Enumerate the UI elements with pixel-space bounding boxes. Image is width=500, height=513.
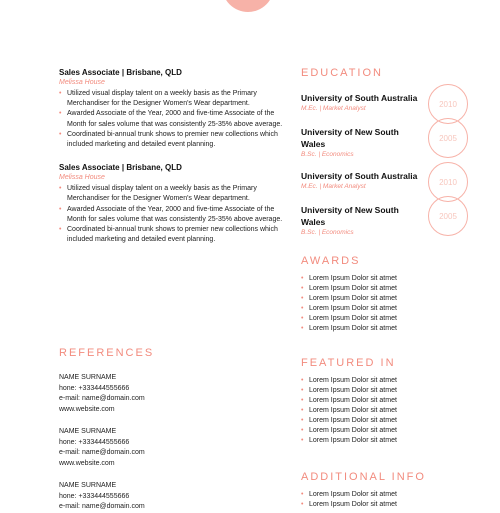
education-degree: B.Sc. | Economics [301,151,354,158]
list-item: • Lorem Ipsum Dolor sit atmet [301,436,491,446]
education-year-badge: 2010 [428,84,468,124]
references-list [59,361,284,513]
job-bullet: • Awarded Associate of the Year, 2000 and five-time Associate of the Month for sales volume that was consistently 25-35% above average. [59,109,284,129]
education-year-badge: 2005 [428,118,468,158]
reference-phone: hone: +333444555666 [59,492,130,500]
job-bullet: • Coordinated bi-annual trunk shows to premier new collections which included marketing and detailed event planning. [59,225,284,245]
job-entry [59,67,284,150]
job-bullet: • Utilized visual display talent on a weekly basis as the Primary Merchandiser for the Designer Women's Wear department. [59,184,284,204]
education-degree: M.Ec. | Market Analyst [301,183,366,190]
reference-name: NAME SURNAME [59,428,117,435]
reference-entry [59,481,284,513]
education-entry [301,170,491,204]
reference-email: e-mail: name@domain.com [59,395,145,402]
job-bullets [59,184,284,245]
reference-website: www.website.com [59,459,115,467]
reference-name: NAME SURNAME [59,374,117,381]
list-item: • Lorem Ipsum Dolor sit atmet [301,406,491,416]
additional-heading: ADDITIONAL INFO [301,471,426,483]
reference-name: NAME SURNAME [59,482,117,489]
decorative-circle [222,0,274,12]
list-item: • Lorem Ipsum Dolor sit atmet [301,426,491,436]
reference-entry [59,373,284,415]
featured-section [301,356,491,446]
job-company: Melissa House [59,174,105,182]
reference-website: www.website.com [59,405,115,413]
list-item: • Lorem Ipsum Dolor sit atmet [301,314,491,324]
sidebar-column [301,66,491,510]
list-item: • Lorem Ipsum Dolor sit atmet [301,324,491,334]
job-bullet: • Utilized visual display talent on a weekly basis as the Primary Merchandiser for the Designer Women's Wear department. [59,89,284,109]
education-list [301,92,491,248]
list-item: • Lorem Ipsum Dolor sit atmet [301,304,491,314]
reference-email: e-mail: name@domain.com [59,449,145,456]
education-year-badge: 2005 [428,196,468,236]
list-item: • Lorem Ipsum Dolor sit atmet [301,386,491,396]
job-title: Sales Associate | Brisbane, QLD [59,163,182,173]
job-title: Sales Associate | Brisbane, QLD [59,68,182,77]
job-bullet: • Coordinated bi-annual trunk shows to premier new collections which included marketing and detailed event planning. [59,130,284,150]
list-item: • Lorem Ipsum Dolor sit atmet [301,376,491,386]
job-bullet: • Awarded Associate of the Year, 2000 and five-time Associate of the Month for sales volume that was consistently 25-35% above average. [59,205,284,225]
reference-email: e-mail: name@domain.com [59,503,145,510]
education-entry [301,92,491,126]
additional-list [301,490,491,510]
education-degree: B.Sc. | Economics [301,229,354,236]
experience-column [59,67,284,510]
education-school: University of New South Wales [301,205,399,227]
list-item: • Lorem Ipsum Dolor sit atmet [301,294,491,304]
list-item: • Lorem Ipsum Dolor sit atmet [301,274,491,284]
additional-section [301,470,491,510]
education-school: University of South Australia [301,93,418,103]
education-heading: EDUCATION [301,67,383,79]
references-heading: REFERENCES [59,347,155,359]
education-entry [301,204,491,248]
education-school: University of New South Wales [301,127,399,149]
awards-list [301,274,491,334]
job-entry [59,162,284,245]
education-year-badge: 2010 [428,162,468,202]
awards-heading: AWARDS [301,255,361,267]
education-entry [301,126,491,170]
education-degree: M.Ec. | Market Analyst [301,105,366,112]
awards-section [301,254,491,334]
job-company: Melissa House [59,79,105,86]
featured-heading: FEATURED IN [301,357,396,369]
list-item: • Lorem Ipsum Dolor sit atmet [301,500,491,510]
list-item: • Lorem Ipsum Dolor sit atmet [301,284,491,294]
list-item: • Lorem Ipsum Dolor sit atmet [301,396,491,406]
featured-list [301,376,491,446]
reference-phone: hone: +333444555666 [59,384,130,392]
education-school: University of South Australia [301,171,418,181]
list-item: • Lorem Ipsum Dolor sit atmet [301,490,491,500]
list-item: • Lorem Ipsum Dolor sit atmet [301,416,491,426]
reference-phone: hone: +333444555666 [59,438,130,446]
reference-entry [59,427,284,469]
job-bullets [59,89,284,150]
